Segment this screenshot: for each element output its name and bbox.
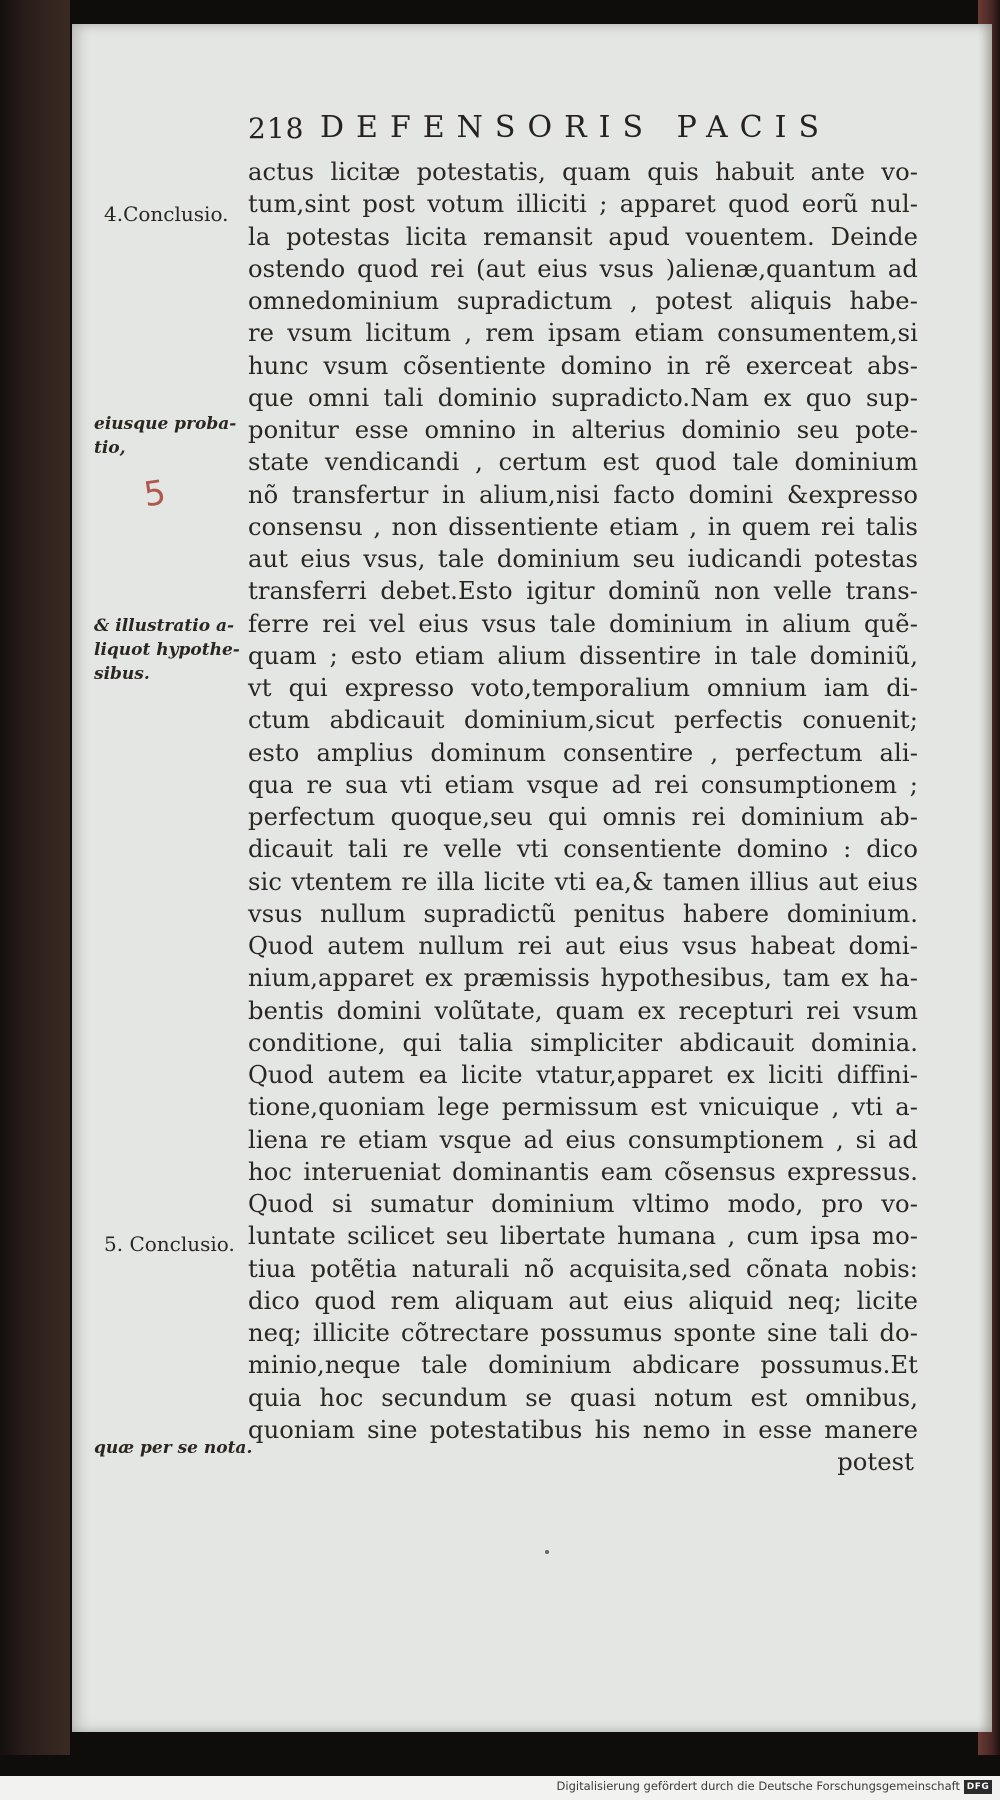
marginal-note-line: 4.Conclusio. xyxy=(104,202,229,226)
marginal-note-line: eiusque proba- xyxy=(94,414,237,434)
text-line: vsus nullum supradictũ penitus habere dominium. xyxy=(248,899,918,928)
text-line: vt qui expresso voto,temporalium omnium iam di- xyxy=(248,674,918,702)
marginal-note-line: quæ per se nota. xyxy=(94,1438,253,1458)
marginal-note-per-se-nota xyxy=(94,1436,262,1460)
page-number: 218 xyxy=(248,112,305,145)
text-line: Quod autem nullum rei aut eius vsus habeat domi- xyxy=(248,932,918,960)
text-line: aut eius vsus, tale dominium seu iudicandi potestas xyxy=(248,545,918,573)
text-line: dicauit tali re velle vti consentiente domino : dico xyxy=(248,835,918,864)
marginal-note-line: & illustratio a- xyxy=(94,616,235,636)
running-title: DEFENSORIS PACIS xyxy=(320,110,832,145)
dfg-logo-icon: DFG xyxy=(964,1780,992,1794)
text-line: la potestas licita remansit apud vouentem. Deinde xyxy=(248,222,918,251)
text-line: re vsum licitum , rem ipsam etiam consumentem,si xyxy=(248,319,918,348)
running-head xyxy=(248,110,928,152)
marginal-note-probatio xyxy=(94,412,262,460)
text-line: tione,quoniam lege permissum est vnicuique , vti a- xyxy=(248,1093,918,1122)
text-line: quam ; esto etiam alium dissentire in tale dominiũ, xyxy=(248,641,918,670)
text-line: ctum abdicauit dominium,sicut perfectis conuenit; xyxy=(248,706,918,735)
marginal-note-conclusio-5 xyxy=(104,1232,272,1256)
text-line: Quod si sumatur dominium vltimo modo, pro vo- xyxy=(248,1190,918,1218)
text-line: liena re etiam vsque ad eius consumptionem , si ad xyxy=(248,1125,918,1154)
text-line: luntate scilicet seu libertate humana , cum ipsa mo- xyxy=(248,1222,918,1251)
catchword: potest xyxy=(837,1448,914,1476)
text-line: hoc interueniat dominantis eam cõsensus expressus. xyxy=(248,1157,918,1186)
pencil-annotation: 5 xyxy=(141,472,169,516)
body-text xyxy=(248,156,918,1478)
text-line: Quod autem ea licite vtatur,apparet ex liciti diffini- xyxy=(248,1061,918,1089)
text-line: consensu , non dissentiente etiam , in quem rei talis xyxy=(248,512,918,541)
text-line: ferre rei vel eius vsus tale dominium in alium quẽ- xyxy=(248,609,918,638)
text-line: tiua potẽtia naturali nõ acquisita,sed cõnata nobis: xyxy=(248,1254,918,1283)
text-line: nium,apparet ex præmissis hypothesibus, tam ex ha- xyxy=(248,964,918,993)
text-line: ponitur esse omnino in alterius dominio seu pote- xyxy=(248,416,918,444)
text-line: perfectum quoque,seu qui omnis rei dominium ab- xyxy=(248,803,918,831)
text-line: bentis domini volũtate, quam ex recepturi rei vsum xyxy=(248,996,918,1025)
text-line: dico quod rem aliquam aut eius aliquid neq; licite xyxy=(248,1286,918,1315)
marginal-note-line: sibus. xyxy=(94,664,150,684)
marginal-note-line: liquot hypothe- xyxy=(94,640,240,660)
book-edge-left xyxy=(0,0,70,1755)
marginal-note-illustratio xyxy=(94,614,262,686)
text-line: neq; illicite cõtrectare possumus sponte sine tali do- xyxy=(248,1319,918,1347)
marginal-note-line: tio, xyxy=(94,438,126,458)
funding-credit: Digitalisierung gefördert durch die Deutsche Forschungsgemeinschaft xyxy=(556,1779,960,1793)
text-line: que omni tali dominio supradicto.Nam ex quo sup- xyxy=(248,383,918,412)
text-line: qua re sua vti etiam vsque ad rei consumptionem ; xyxy=(248,770,918,799)
ink-speck xyxy=(545,1550,549,1554)
text-line: nõ transfertur in alium,nisi facto domini &expresso xyxy=(248,480,918,509)
digitization-footer xyxy=(0,1776,1000,1800)
text-line: sic vtentem re illa licite vti ea,& tamen illius aut eius xyxy=(248,867,918,896)
text-line: actus licitæ potestatis, quam quis habuit ante vo- xyxy=(248,158,918,186)
text-line: tum,sint post votum illiciti ; apparet quod eorũ nul- xyxy=(248,190,918,219)
text-line: transferri debet.Esto igitur dominũ non velle trans- xyxy=(248,577,918,606)
marginal-note-line: 5. Conclusio. xyxy=(104,1232,235,1256)
text-line: ostendo quod rei (aut eius vsus )alienæ,quantum ad xyxy=(248,254,918,283)
text-line: omnedominium supradictum , potest aliquis habe- xyxy=(248,287,918,315)
text-line: conditione, qui talia simpliciter abdicauit dominia. xyxy=(248,1028,918,1057)
text-line: quia hoc secundum se quasi notum est omnibus, xyxy=(248,1383,918,1412)
text-line: state vendicandi , certum est quod tale dominium xyxy=(248,448,918,477)
text-line: quoniam sine potestatibus his nemo in esse manere xyxy=(248,1415,918,1444)
text-line: minio,neque tale dominium abdicare possumus.Et xyxy=(248,1351,918,1380)
text-line: esto amplius dominum consentire , perfectum ali- xyxy=(248,738,918,767)
text-line: hunc vsum cõsentiente domino in rẽ exerceat abs- xyxy=(248,351,918,380)
marginal-note-conclusio-4 xyxy=(104,202,272,226)
